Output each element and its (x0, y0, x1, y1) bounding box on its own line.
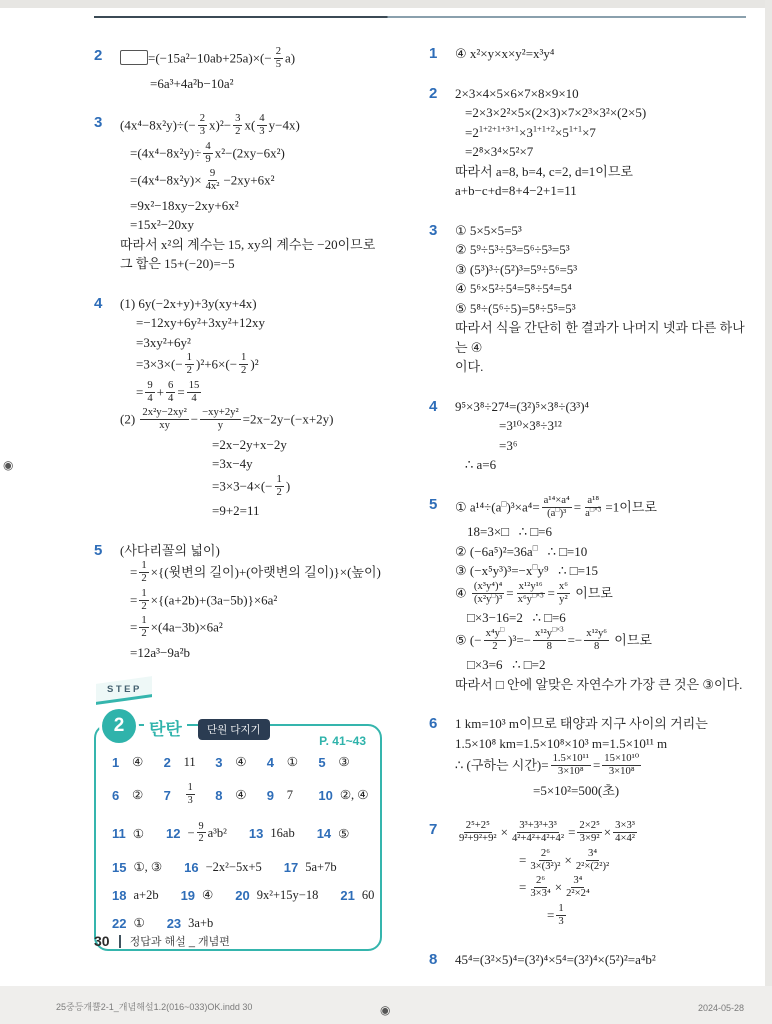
fraction: $\frac{1}{2}$ (241, 352, 247, 377)
math-line: ③ (−x⁵y³)³=−x□y⁹ ∴ □=15 (455, 561, 598, 578)
math-line: 따라서 x²의 계수는 15, xy의 계수는 −20이므로 (120, 236, 376, 252)
fraction: $\frac{9}{4}$ (147, 379, 153, 404)
page-edge-right (765, 0, 772, 1024)
problem-number: 7 (429, 821, 438, 838)
math-line: 따라서 □ 안에 알맞은 자연수가 가장 큰 것은 ③이다. (455, 676, 743, 692)
answer-grid (112, 754, 375, 931)
solution-body (455, 950, 749, 970)
solution-block-5 (94, 541, 386, 663)
answer-number: 6 (112, 787, 120, 803)
math-line: ④ $\frac{\text{(x³y⁴)⁴}}{(x^2y^□)^3}$ = $\frac{\text{x¹²y¹⁶}}{x^6y^{□\times 3}}$ = $\frac{\text{x⁶}}{\text{y²}}$ 이므로 (455, 580, 613, 605)
fraction: $\frac{\text{(x³y⁴)⁴}}{(x^2y^□)^3}$ (473, 580, 503, 605)
answer-row (112, 821, 370, 848)
solution-body (455, 820, 749, 930)
fraction: $\frac{15}{4}$ (188, 379, 200, 404)
math-line: 45⁴=(3²×5)⁴=(3²)⁴×5⁴=(3²)⁴×(5²)²=a⁴b² (455, 952, 656, 967)
math-line: ∴ (구하는 시간)= $\frac{\text{1.5×10¹¹}}{\text{3×10⁸}}$ = $\frac{\text{15×10¹⁰}}{\text{3×10⁸}}$ (455, 753, 640, 778)
fraction: $\frac{1}{3}$ (187, 782, 193, 806)
math-line: 따라서 a=8, b=4, c=2, d=1이므로 (455, 163, 633, 179)
step-number-badge (102, 709, 136, 743)
answer-row (112, 887, 375, 903)
answer-item-13 (249, 826, 295, 841)
answer-value: 9x²+15y−18 (256, 887, 319, 902)
solution-body (455, 84, 749, 201)
solution-body (455, 714, 749, 800)
answer-number: 17 (283, 859, 299, 875)
math-line: =(4x⁴−8x²y)÷ $\frac{4}{9}$ x²−(2xy−6x²) (130, 140, 285, 165)
answer-value: ① (133, 916, 145, 931)
math-line: =2x−2y+x−2y (212, 436, 287, 452)
fraction: $\frac{\text{2x²y−2xy²}}{xy}$ (142, 407, 187, 432)
fraction: $\frac{\text{3³+3³+3³}}{\text{4²+4²+4²+4²}}$ (511, 820, 565, 845)
math-line: =12a³−9a²b (130, 644, 190, 660)
answer-value: ① (286, 755, 298, 769)
math-line: 이다. (455, 359, 484, 374)
math-line: =2⁸×3⁴×5²×7 (465, 144, 534, 159)
registration-mark-icon: ◉ (3, 458, 14, 472)
solution-block-8 (429, 950, 749, 970)
answer-number: 19 (180, 887, 196, 903)
fraction: $\frac{4}{9}$ (205, 140, 211, 165)
math-line: = $\frac{\text{2⁶}}{\text{3×(3²)²}}$ × $\frac{\text{3⁴}}{\text{2²×(2²)²}}$ (519, 847, 610, 872)
answer-item-11 (112, 826, 144, 842)
fraction: $\frac{\text{1.5×10¹¹}}{\text{3×10⁸}}$ (552, 753, 589, 778)
answer-value: ② (132, 788, 144, 803)
answer-value: 3a+b (188, 915, 214, 930)
fraction: $\frac{1}{2}$ (141, 587, 147, 612)
math-line: =(−15a²−10ab+25a)×(− $\frac{2}{5}$ a) (120, 46, 386, 74)
page-edge-top (0, 0, 772, 8)
answer-value: ①, ③ (133, 860, 163, 875)
math-line: $\frac{\text{2⁵+2⁵}}{\text{9²+9²+9²}}$ × $\frac{\text{3³+3³+3³}}{\text{4²+4²+4²+4²}}$ = $\frac{\text{2×2⁵}}{\text{3×9²}}$ × $\frac{\text{3×3³}}{\text{4×4²}}$ (459, 820, 636, 845)
math-line: =6a³+4a²b−10a² (150, 75, 234, 91)
print-filename: 25중등개뿔2-1_개념해설1.2(016~033)OK.indd 30 (56, 1002, 253, 1012)
print-date: 2024-05-28 (697, 1003, 744, 1013)
answer-value: ④ (202, 888, 214, 903)
answer-item-20 (235, 888, 318, 903)
fraction: $\frac{1}{2}$ (141, 615, 147, 640)
solution-body (455, 397, 749, 475)
answer-value: 5a+7b (305, 859, 337, 874)
answer-value: ②, ④ (339, 788, 369, 803)
math-line: ⑤ (− $\frac{x^4y^□}{2}$ )³=− $\frac{x^{12}y^{□\times 3}}{8}$ =− $\frac{\text{x¹²y⁶}}{8}$ 이므로 (455, 625, 652, 652)
answer-number: 22 (112, 915, 127, 931)
right-column (429, 44, 749, 990)
math-line: = $\frac{1}{2}$ ×{(a+2b)+(3a−5b)}×6a² (130, 587, 278, 612)
math-line: 그 합은 15+(−20)=−5 (120, 256, 235, 271)
fraction: $\frac{\text{2⁵+2⁵}}{\text{9²+9²+9²}}$ (459, 820, 497, 845)
solution-block-3 (94, 113, 386, 274)
answer-item-4 (267, 754, 319, 770)
math-line: =15x²−20xy (130, 217, 195, 232)
problem-number: 4 (429, 397, 438, 415)
math-line: =3x−4y (212, 456, 253, 471)
fraction: $\frac{2}{5}$ (275, 46, 282, 71)
math-line: =5×10²=500(초) (533, 782, 620, 798)
answer-number: 1 (112, 754, 120, 770)
solution-block-6 (429, 714, 749, 800)
answer-value: − $\frac{9}{2}$ a³b² (187, 820, 227, 845)
fraction: $\frac{\text{x¹²y⁶}}{8}$ (586, 627, 608, 652)
math-line: ④ x²×y×x×y²=x³y⁴ (455, 46, 555, 61)
solution-body (120, 46, 386, 93)
math-line: (4x⁴−8x²y)÷(− $\frac{2}{3}$ x)²− $\frac{3}{2}$ x( $\frac{4}{3}$ y−4x) (120, 113, 300, 138)
solution-block-2 (429, 84, 749, 201)
answer-item-23 (167, 916, 214, 931)
answer-number: 11 (112, 826, 126, 842)
answer-value: ④ (235, 788, 247, 803)
fraction: $\frac{3}{2}$ (235, 113, 241, 138)
step-label: STEP (106, 683, 142, 695)
answer-box-subtitle: 단원 다지기 (198, 719, 270, 740)
answer-item-9 (267, 788, 319, 803)
solution-body (120, 541, 386, 663)
solution-block-4 (94, 294, 386, 521)
solution-block-1 (429, 44, 749, 64)
math-line: 18=3×□ ∴ □=6 (467, 524, 552, 539)
fraction: $\frac{\text{x¹²y¹⁶}}{x^6y^{□\times 3}}$ (517, 580, 544, 605)
left-solution-blocks (94, 46, 386, 662)
solution-body (455, 495, 749, 695)
fraction: $\frac{\text{15×10¹⁰}}{\text{3×10⁸}}$ (604, 753, 640, 778)
math-line: 9⁵×3⁸÷27⁴=(3²)⁵×3⁸÷(3³)⁴ (455, 398, 590, 414)
math-line: ① a¹⁴÷(a□)³×a⁴= $\frac{\text{a¹⁴×a⁴}}{(a^□)^3}$ = $\frac{\text{a¹⁸}}{a^{□\times 3}}$ =1이므로 (455, 494, 657, 519)
answer-number: 5 (318, 754, 326, 770)
answer-item-7 (164, 782, 216, 809)
answer-item-1 (112, 754, 164, 770)
problem-number: 6 (429, 715, 438, 732)
fraction: $\frac{\text{3⁴}}{\text{2²×(2²)²}}$ (575, 847, 610, 872)
answer-item-2 (164, 755, 216, 770)
answer-number: 14 (316, 826, 332, 842)
math-line: =(4x⁴−8x²y)× $\frac{9}{\text{4x²}}$ −2xy+6x² (130, 168, 275, 193)
problem-number: 2 (94, 47, 103, 64)
answer-value: 16ab (270, 826, 295, 841)
math-line: =2×3×2²×5×(2×3)×7×2³×3²×(2×5) (465, 105, 647, 120)
fraction: $\frac{\text{2×2⁵}}{\text{3×9²}}$ (579, 820, 600, 845)
math-line: □×3=6 ∴ □=2 (467, 657, 546, 672)
math-line: a+b−c+d=8+4−2+1=11 (455, 183, 577, 198)
fraction: $\frac{\text{a¹⁴×a⁴}}{(a^□)^3}$ (543, 494, 570, 519)
math-line: 1 km=10³ m이므로 태양과 지구 사이의 거리는 (455, 716, 708, 731)
math-line: =3×3−4×(− $\frac{1}{2}$ ) (212, 473, 291, 498)
answer-box-title: 탄탄 (144, 715, 187, 740)
fraction: $\frac{1}{2}$ (276, 473, 282, 498)
answer-number: 9 (266, 787, 275, 803)
answer-number: 12 (165, 826, 181, 842)
header-rule (94, 16, 746, 18)
fraction: $\frac{\text{3×3³}}{\text{4×4²}}$ (615, 820, 636, 845)
fraction: $\frac{2}{3}$ (199, 113, 206, 138)
math-line: = $\frac{1}{3}$ (547, 902, 564, 927)
math-line: ② 5⁹÷5³÷5³=5⁶÷5³=5³ (455, 242, 570, 257)
answer-box (94, 683, 382, 951)
answer-number: 15 (112, 859, 127, 875)
problem-number: 5 (429, 495, 438, 513)
answer-item-8 (215, 787, 267, 803)
problem-number: 5 (94, 541, 103, 559)
solution-block-2 (94, 46, 386, 93)
math-line: (1) 6y(−2x+y)+3y(xy+4x) (120, 295, 257, 311)
step-number: 2 (113, 715, 125, 736)
answer-row (112, 754, 370, 770)
answer-value: ③ (338, 755, 350, 769)
problem-number: 2 (429, 84, 438, 102)
solution-body (455, 221, 749, 377)
solution-body (120, 113, 386, 274)
solution-block-7 (429, 820, 749, 930)
fraction: $\frac{\text{x⁶}}{\text{y²}}$ (558, 580, 568, 605)
answer-number: 2 (163, 754, 171, 770)
math-line: □×3−16=2 ∴ □=6 (467, 610, 566, 625)
fraction: $\frac{9}{\text{4x²}}$ (205, 168, 220, 193)
answer-item-22 (112, 915, 145, 931)
fraction: $\frac{1}{2}$ (141, 560, 147, 585)
answer-value: ⑤ (338, 826, 350, 841)
solution-body (120, 294, 386, 521)
answer-box-page-range: P. 41~43 (319, 734, 366, 748)
problem-number: 4 (94, 294, 103, 312)
math-line: =3¹⁰×3⁸÷3¹² (499, 418, 562, 433)
right-solution-blocks (429, 44, 749, 970)
page-number: 30 (94, 933, 110, 949)
answer-item-18 (112, 888, 159, 903)
math-line: 1.5×10⁸ km=1.5×10⁸×10³ m=1.5×10¹¹ m (455, 735, 668, 751)
math-line: =9x²−18xy−2xy+6x² (130, 197, 239, 213)
math-line: = $\frac{\text{2⁶}}{\text{3×3⁴}}$ × $\frac{\text{3⁴}}{\text{2²×2⁴}}$ (519, 875, 590, 900)
footer-section-title: 정답과 해설 _ 개념편 (129, 936, 230, 948)
answer-item-12 (166, 821, 227, 848)
solution-block-5 (429, 495, 749, 695)
answer-item-21 (340, 888, 374, 903)
answer-number: 18 (112, 887, 127, 903)
solution-block-3 (429, 221, 749, 377)
answer-number: 13 (248, 826, 264, 842)
answer-value: −2x²−5x+5 (205, 859, 262, 874)
registration-mark-icon: ◉ (380, 1003, 391, 1017)
math-line: = $\frac{1}{2}$ ×(4a−3b)×6a² (130, 615, 223, 640)
math-line: ③ (5³)³÷(5²)³=5⁹÷5⁶=5³ (455, 261, 578, 277)
math-line: =9+2=11 (212, 503, 260, 518)
math-line: = $\frac{1}{2}$ ×{(윗변의 길이)+(아랫변의 길이)}×(높이) (130, 560, 381, 585)
math-line: ④ 5⁶×5²÷5⁴=5⁸÷5⁴=5⁴ (455, 281, 572, 296)
math-line: $=2^{1+2+1+3+1}\times 3^{1+1+2}\times 5^{1+1}\times 7$ (465, 123, 596, 140)
answer-row (112, 859, 370, 875)
answer-number: 10 (318, 787, 333, 803)
answer-value: 11 (183, 754, 196, 769)
math-line: =−12xy+6y²+3xy²+12xy (136, 315, 265, 330)
answer-value (184, 782, 197, 809)
answer-value: 60 (361, 887, 375, 902)
answer-item-3 (215, 754, 267, 770)
answer-number: 23 (166, 915, 182, 931)
answer-item-6 (112, 787, 164, 803)
fraction: $\frac{\text{a¹⁸}}{a^{□\times 3}}$ (585, 494, 602, 519)
problem-number: 3 (94, 114, 103, 131)
fraction: $\frac{\text{2⁶}}{\text{3×(3²)²}}$ (530, 847, 561, 872)
fraction: $\frac{\text{−xy+2y²}}{y}$ (202, 407, 239, 432)
math-line: (사다리꼴의 넓이) (120, 542, 220, 558)
answer-item-19 (181, 887, 214, 903)
answer-number: 3 (215, 754, 223, 770)
solution-block-4 (429, 397, 749, 475)
answer-value: ④ (235, 755, 247, 769)
answer-number: 21 (340, 887, 355, 903)
fraction: $\frac{6}{4}$ (168, 379, 174, 404)
answer-item-16 (184, 860, 262, 875)
problem-number: 3 (429, 221, 438, 239)
fraction: $\frac{\text{3⁴}}{\text{2²×2⁴}}$ (566, 875, 590, 900)
answer-number: 7 (163, 787, 171, 803)
answer-row (112, 782, 370, 809)
page-footer (94, 933, 230, 949)
fraction: $\frac{1}{2}$ (186, 352, 192, 377)
fraction: $\frac{\text{2⁶}}{\text{3×3⁴}}$ (530, 875, 551, 900)
answer-item-17 (284, 860, 337, 875)
math-line: (2) $\frac{\text{2x²y−2xy²}}{xy}$ − $\frac{\text{−xy+2y²}}{y}$ =2x−2y−(−x+2y) (120, 407, 334, 432)
solution-body (455, 44, 749, 64)
answer-value: ① (132, 826, 144, 841)
footer-divider (119, 935, 121, 948)
answer-blank-box (120, 50, 148, 65)
math-line: =3×3×(− $\frac{1}{2}$ )²+6×(− $\frac{1}{2}$ )² (136, 352, 259, 377)
answer-row (112, 915, 370, 931)
math-line: 2×3×4×5×6×7×8×9×10 (455, 85, 579, 101)
answer-number: 4 (266, 754, 275, 770)
math-line: ② (−6a⁵)²=36a□ ∴ □=10 (455, 542, 588, 559)
fraction: $\frac{9}{2}$ (198, 820, 204, 845)
math-line: ① 5×5×5=5³ (455, 222, 522, 238)
answer-number: 16 (184, 859, 199, 875)
problem-number: 8 (429, 951, 438, 968)
step-ribbon (96, 676, 152, 705)
fraction: $\frac{x^{12}y^{□\times 3}}{8}$ (535, 625, 564, 652)
answer-item-5 (318, 754, 370, 770)
answer-item-15 (112, 859, 162, 875)
fraction: $\frac{4}{3}$ (259, 113, 265, 138)
math-line: =3xy²+6y² (136, 334, 191, 350)
fraction: $\frac{x^4y^□}{2}$ (485, 625, 505, 652)
math-line: 따라서 식을 간단히 한 결과가 나머지 넷과 다른 하나는 ④ (455, 320, 745, 355)
answer-item-14 (317, 826, 350, 842)
answer-number: 8 (215, 787, 223, 803)
problem-number: 1 (429, 45, 438, 62)
answer-item-10 (318, 787, 370, 803)
math-line: =3⁶ (499, 437, 518, 453)
answer-number: 20 (235, 887, 250, 903)
math-line: = $\frac{9}{4}$ + $\frac{6}{4}$ = $\frac{15}{4}$ (136, 379, 200, 404)
answer-value: a+2b (133, 887, 159, 902)
left-column (94, 46, 386, 951)
fraction: $\frac{1}{3}$ (558, 902, 564, 927)
answer-value: 7 (286, 787, 294, 802)
math-line: ∴ a=6 (465, 457, 497, 472)
answer-value: ④ (132, 755, 144, 769)
math-line: ⑤ 5⁸÷(5⁶÷5)=5⁸÷5⁵=5³ (455, 300, 576, 316)
